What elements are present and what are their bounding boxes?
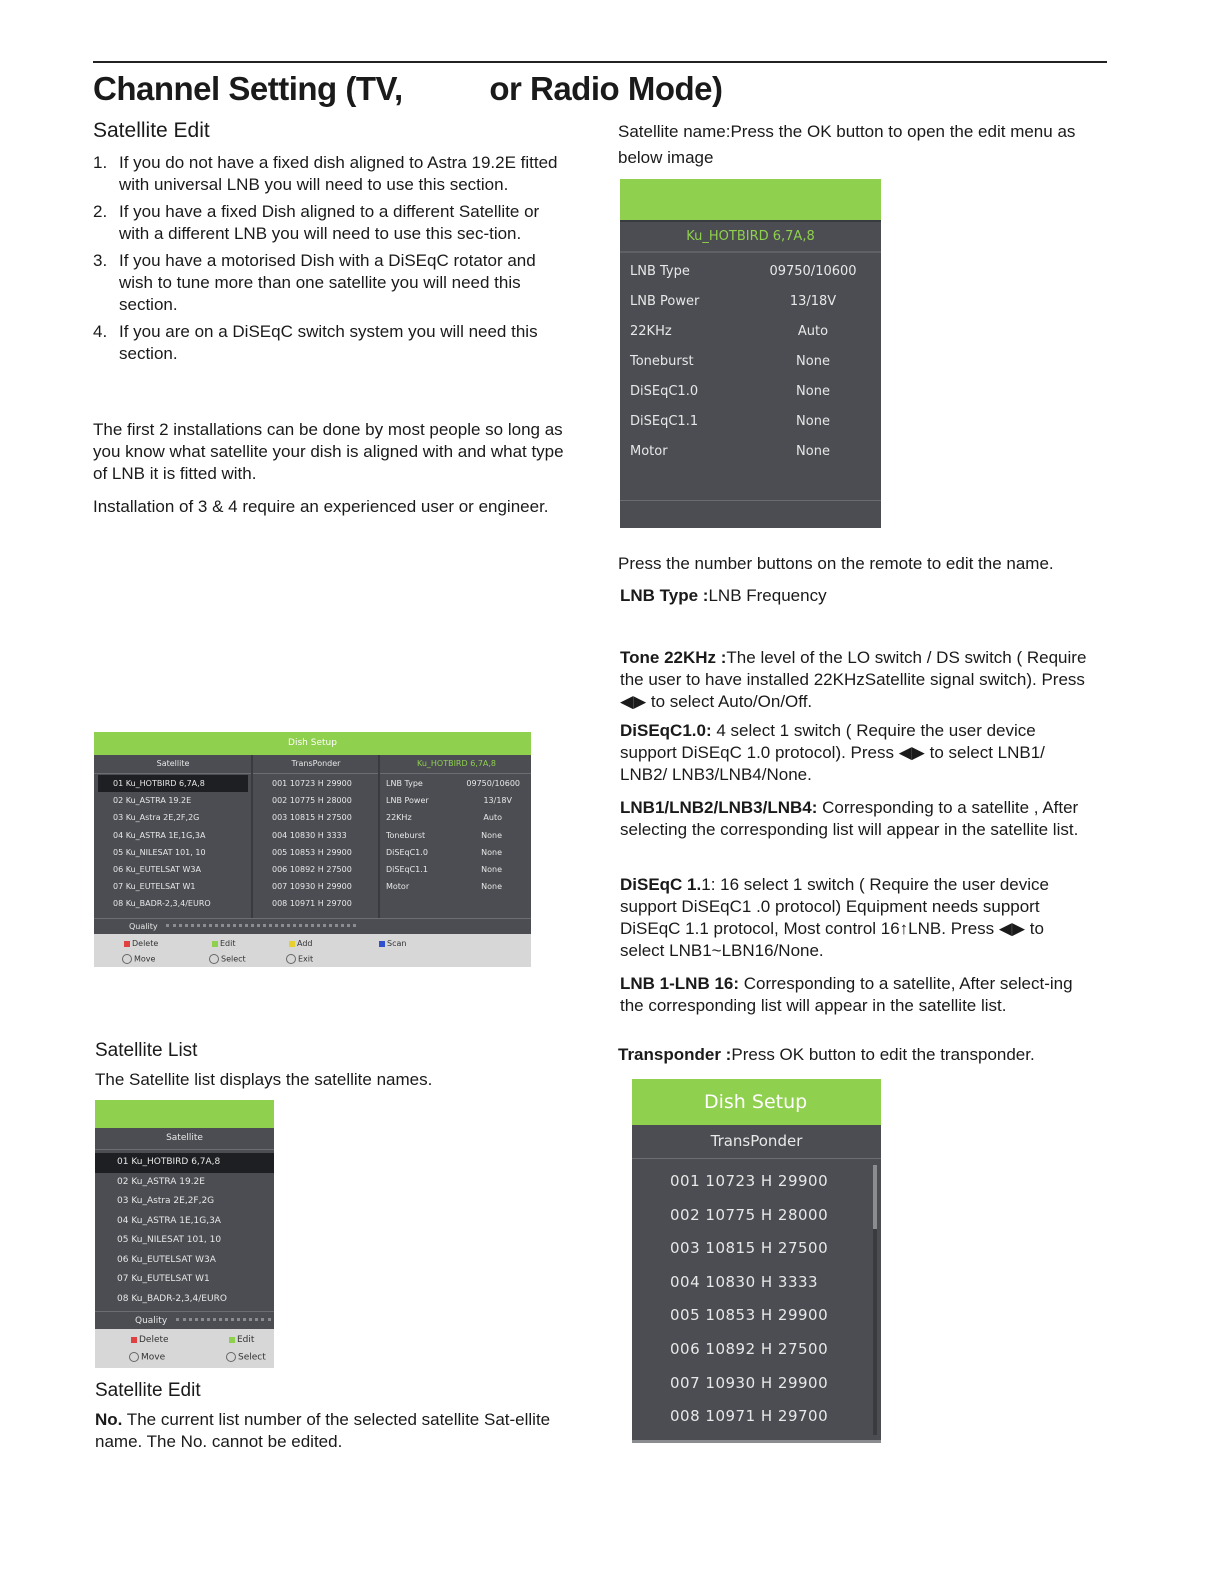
transponder-row[interactable]: 003 10815 H 27500 <box>272 813 352 823</box>
param-row[interactable]: Motor None <box>630 444 830 459</box>
transponder-screen <box>632 1079 881 1443</box>
no-description: No. The current list number of the selected satellite Sat-ellite name. The No. cannot be edited. <box>95 1410 551 1451</box>
exit-icon <box>286 954 296 964</box>
quality-label: Quality <box>129 922 158 931</box>
transponder-row[interactable]: 007 10930 H 29900 <box>272 882 352 892</box>
transponder-row[interactable]: 002 10775 H 28000 <box>272 796 352 806</box>
satellite-row[interactable]: 05 Ku_NILESAT 101, 10 <box>117 1235 222 1245</box>
list-item: 2. If you have a fixed Dish aligned to a different Satellite or with a different LNB you will need to use this sec-tion. <box>93 202 540 243</box>
lnb-params-list <box>386 775 528 895</box>
yellow-key-icon <box>289 941 295 947</box>
transponder-row[interactable]: 001 10723 H 29900 <box>272 779 352 788</box>
transponder-column-header: TransPonder <box>632 1125 881 1159</box>
transponder-row[interactable]: 003 10815 H 27500 <box>670 1239 829 1258</box>
button-legend <box>94 934 531 967</box>
green-title-bar <box>620 179 881 220</box>
satellite-column-header: Satellite <box>95 1128 274 1150</box>
select-key[interactable]: Select <box>209 954 246 964</box>
installation-paragraph: The first 2 installations can be done by most people so long as you know what satellite your dish is aligned with and what type of LNB it is fitted with. <box>93 420 564 483</box>
dish-setup-title: Dish Setup <box>94 732 531 755</box>
satellite-row[interactable]: 07 Ku_EUTELSAT W1 <box>117 1274 210 1284</box>
move-key[interactable]: Move <box>129 1352 165 1363</box>
panel-bottom-edge <box>632 1440 881 1443</box>
transponder-row[interactable]: 001 10723 H 29900 <box>670 1172 829 1190</box>
transponder-row[interactable]: 008 10971 H 29700 <box>670 1407 829 1426</box>
green-key-icon <box>229 1337 235 1343</box>
param-row[interactable]: LNB Power 13/18V <box>630 294 837 309</box>
satellite-list-description: The Satellite list displays the satellite names. <box>95 1070 433 1089</box>
quality-label: Quality <box>135 1316 168 1326</box>
param-row[interactable]: LNB Type 09750/10600 <box>630 264 857 279</box>
satellite-edit-screen <box>620 179 881 528</box>
param-row[interactable]: DiSEqC1.0 None <box>386 847 502 857</box>
satellite-row[interactable]: 06 Ku_EUTELSAT W3A <box>117 1254 216 1265</box>
dish-setup-title: Dish Setup <box>632 1079 881 1125</box>
move-key[interactable]: Move <box>122 954 155 964</box>
transponder-paragraph: Transponder :Press OK button to edit the transponder. <box>618 1045 1035 1064</box>
transponder-row[interactable]: 005 10853 H 29900 <box>670 1306 829 1325</box>
dpad-icon <box>129 1352 139 1362</box>
list-item: 4. If you are on a DiSEqC switch system you will need this section. <box>93 322 538 363</box>
satellite-row[interactable]: 01 Ku_HOTBIRD 6,7A,8 <box>95 1153 274 1173</box>
steps-list <box>93 152 573 370</box>
satellite-list <box>95 1150 274 1309</box>
param-row[interactable]: LNB Type 09750/10600 <box>386 779 520 788</box>
quality-meter <box>176 1318 271 1324</box>
edit-key[interactable]: Edit <box>212 939 236 948</box>
transponder-row[interactable]: 004 10830 H 3333 <box>670 1272 819 1291</box>
col-selected-satellite: Ku_HOTBIRD 6,7A,8 <box>416 759 497 768</box>
param-row[interactable]: 22KHz Auto <box>630 324 829 339</box>
scrollbar-track[interactable] <box>873 1165 877 1435</box>
param-row[interactable]: 22KHz Auto <box>386 813 502 823</box>
satellite-row[interactable]: 02 Ku_ASTRA 19.2E <box>117 1176 205 1187</box>
ok-icon <box>226 1352 236 1362</box>
press-number-text: Press the number buttons on the remote to edit the name. <box>618 554 1054 573</box>
satellite-list-screen <box>95 1100 274 1368</box>
tone-paragraph: Tone 22KHz :The level of the LO switch / DS switch ( Require the user to have installed 22KHzSatellite signal switch). Press ◀▶ to select Auto/On/Off. <box>620 648 1087 711</box>
blue-key-icon <box>379 941 385 947</box>
transponder-list <box>632 1159 881 1434</box>
quality-meter <box>166 924 356 930</box>
transponder-list <box>272 775 376 913</box>
dish-setup-screen <box>94 732 531 967</box>
transponder-row[interactable]: 004 10830 H 3333 <box>272 830 347 840</box>
selected-satellite: Ku_HOTBIRD 6,7A,8 <box>620 220 881 253</box>
red-key-icon <box>131 1337 137 1343</box>
green-title-bar <box>95 1100 274 1128</box>
column-divider <box>251 755 253 918</box>
satellite-row[interactable]: 08 Ku_BADR-2,3,4/EURO <box>113 899 211 909</box>
quality-bar <box>95 1311 274 1330</box>
satellite-name-paragraph: Satellite name:Press the OK button to open the edit menu as below image <box>618 122 1076 167</box>
add-key[interactable]: Add <box>289 939 313 948</box>
transponder-row[interactable]: 006 10892 H 27500 <box>272 864 352 874</box>
satellite-row[interactable]: 06 Ku_EUTELSAT W3A <box>113 864 201 874</box>
lnb-type-paragraph: LNB Type :LNB Frequency <box>620 586 827 605</box>
edit-key[interactable]: Edit <box>229 1335 254 1345</box>
list-item: 1. If you do not have a fixed dish aligned to Astra 19.2E fitted with universal LNB you will need to use this section. <box>93 153 558 194</box>
select-key[interactable]: Select <box>226 1352 266 1363</box>
column-headers <box>94 755 531 774</box>
lnb1-16-paragraph: LNB 1-LNB 16: Corresponding to a satellite, After select-ing the corresponding list will appear in the satellite list. <box>620 974 1073 1015</box>
experienced-user-paragraph: Installation of 3 & 4 require an experienced user or engineer. <box>93 497 549 516</box>
dpad-icon <box>122 954 132 964</box>
param-row[interactable]: Motor None <box>386 882 502 892</box>
transponder-row[interactable]: 007 10930 H 29900 <box>670 1373 829 1392</box>
red-key-icon <box>124 941 130 947</box>
top-rule <box>93 61 1107 63</box>
scrollbar-thumb[interactable] <box>873 1165 877 1229</box>
transponder-row[interactable]: 008 10971 H 29700 <box>272 899 352 909</box>
list-item: 3. If you have a motorised Dish with a DiSEqC rotator and wish to tune more than one satellite you will need this section. <box>93 251 536 314</box>
lnb-params-list <box>620 253 881 467</box>
scan-key[interactable]: Scan <box>379 939 406 948</box>
transponder-row[interactable]: 006 10892 H 27500 <box>670 1339 829 1358</box>
panel-footer <box>620 500 881 528</box>
satellite-row[interactable]: 04 Ku_ASTRA 1E,1G,3A <box>117 1215 221 1226</box>
lnb1-4-paragraph: LNB1/LNB2/LNB3/LNB4: Corresponding to a satellite , After selecting the corresponding list will appear in the satellite list. <box>620 798 1079 839</box>
column-divider <box>378 755 380 918</box>
quality-bar <box>94 918 531 934</box>
param-row[interactable]: LNB Power 13/18V <box>386 796 512 806</box>
satellite-row[interactable]: 07 Ku_EUTELSAT W1 <box>113 882 196 892</box>
satellite-row[interactable]: 01 Ku_HOTBIRD 6,7A,8 <box>98 775 248 792</box>
col-transponder: TransPonder <box>291 759 341 768</box>
satellite-list <box>98 775 248 913</box>
delete-key[interactable]: Delete <box>131 1335 169 1345</box>
transponder-row[interactable]: 002 10775 H 28000 <box>670 1205 829 1224</box>
satellite-row[interactable]: 08 Ku_BADR-2,3,4/EURO <box>117 1293 227 1304</box>
param-row[interactable]: DiSEqC1.1 None <box>386 864 502 874</box>
transponder-row[interactable]: 005 10853 H 29900 <box>272 847 352 857</box>
satellite-edit-heading-2: Satellite Edit <box>95 1380 201 1401</box>
param-row[interactable]: Toneburst None <box>630 354 830 369</box>
satellite-row[interactable]: 02 Ku_ASTRA 19.2E <box>113 796 192 806</box>
satellite-row[interactable]: 05 Ku_NILESAT 101, 10 <box>113 847 206 857</box>
button-legend <box>95 1329 274 1368</box>
satellite-row[interactable]: 04 Ku_ASTRA 1E,1G,3A <box>113 830 206 840</box>
page-title: Channel Setting (TV, or Radio Mode) <box>93 70 723 107</box>
col-satellite: Satellite <box>156 759 190 768</box>
satellite-list-heading: Satellite List <box>95 1040 198 1061</box>
param-row[interactable]: Toneburst None <box>386 830 502 840</box>
param-row[interactable]: DiSEqC1.0 None <box>630 384 830 399</box>
green-key-icon <box>212 941 218 947</box>
satellite-row[interactable]: 03 Ku_Astra 2E,2F,2G <box>117 1196 215 1206</box>
satellite-edit-heading: Satellite Edit <box>93 119 210 142</box>
ok-icon <box>209 954 219 964</box>
exit-key[interactable]: Exit <box>286 954 313 964</box>
diseqc10-paragraph: DiSEqC1.0: 4 select 1 switch ( Require the user device support DiSEqC 1.0 protocol). Press ◀▶ to select LNB1/ LNB2/ LNB3/LNB4/None. <box>620 721 1045 784</box>
delete-key[interactable]: Delete <box>124 939 158 948</box>
satellite-row[interactable]: 03 Ku_Astra 2E,2F,2G <box>113 813 200 823</box>
diseqc11-paragraph: DiSEqC 1.1: 16 select 1 switch ( Require the user device support DiSEqC1 .0 protocol) Equipment needs support DiSEqC 1.1 protocol, Most control 16↑LNB. Press ◀▶ to select LNB1~LBN16/None. <box>620 875 1049 960</box>
param-row[interactable]: DiSEqC1.1 None <box>630 414 830 429</box>
